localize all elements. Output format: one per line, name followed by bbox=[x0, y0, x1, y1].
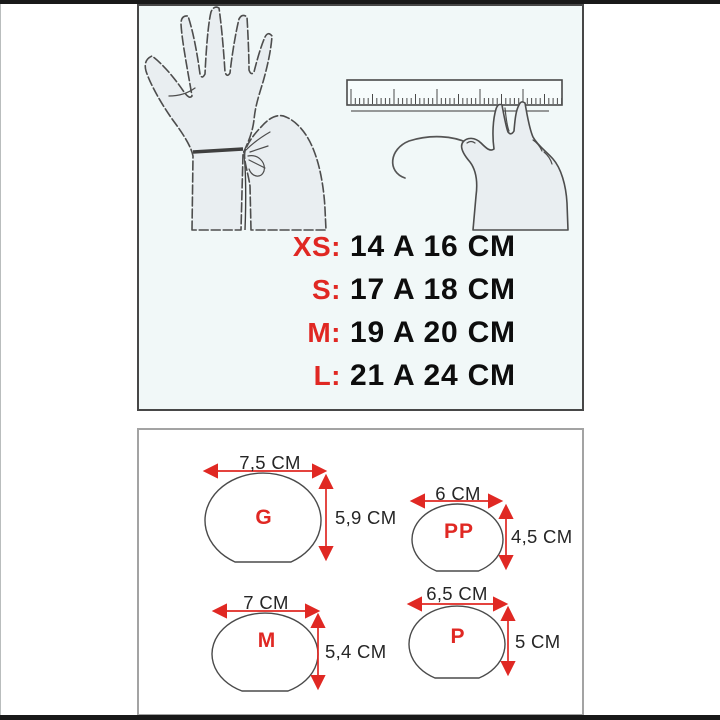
height-label-p: 5 CM bbox=[515, 631, 561, 652]
size-letter-m: M bbox=[257, 629, 277, 652]
size-row-xs bbox=[283, 225, 516, 268]
measured-string-illustration bbox=[393, 137, 468, 178]
height-label-pp: 4,5 CM bbox=[511, 526, 573, 547]
size-list bbox=[283, 225, 516, 397]
width-label-m: 7 CM bbox=[243, 592, 289, 613]
size-letter-pp: PP bbox=[443, 520, 475, 543]
size-letter-p: P bbox=[450, 625, 466, 648]
size-range-s: 17 A 18 CM bbox=[350, 272, 516, 306]
size-label-m: M: bbox=[307, 316, 341, 348]
size-range-m: 19 A 20 CM bbox=[350, 315, 516, 349]
bottom-black-strip bbox=[0, 715, 720, 720]
left-edge-line bbox=[0, 4, 1, 716]
size-range-l: 21 A 24 CM bbox=[350, 358, 516, 392]
size-row-m bbox=[283, 311, 516, 354]
size-label-xs: XS: bbox=[292, 230, 341, 262]
size-row-s bbox=[283, 268, 516, 311]
width-label-pp: 6 CM bbox=[435, 483, 481, 504]
size-letter-g: G bbox=[255, 506, 273, 529]
ruler-illustration bbox=[347, 80, 562, 111]
size-label-s: S: bbox=[312, 273, 341, 305]
size-label-l: L: bbox=[313, 359, 341, 391]
size-range-xs: 14 A 16 CM bbox=[350, 229, 516, 263]
size-row-l bbox=[283, 354, 516, 397]
bracelet-dimensions-panel bbox=[137, 428, 584, 716]
pinching-hand-illustration bbox=[245, 116, 326, 230]
height-label-g: 5,9 CM bbox=[335, 507, 397, 528]
height-label-m: 5,4 CM bbox=[325, 641, 387, 662]
bracelet-shapes-svg bbox=[137, 428, 584, 716]
width-label-g: 7,5 CM bbox=[239, 452, 301, 473]
wrist-size-panel bbox=[137, 4, 584, 411]
holding-hand-illustration bbox=[462, 102, 568, 230]
width-label-p: 6,5 CM bbox=[426, 583, 488, 604]
